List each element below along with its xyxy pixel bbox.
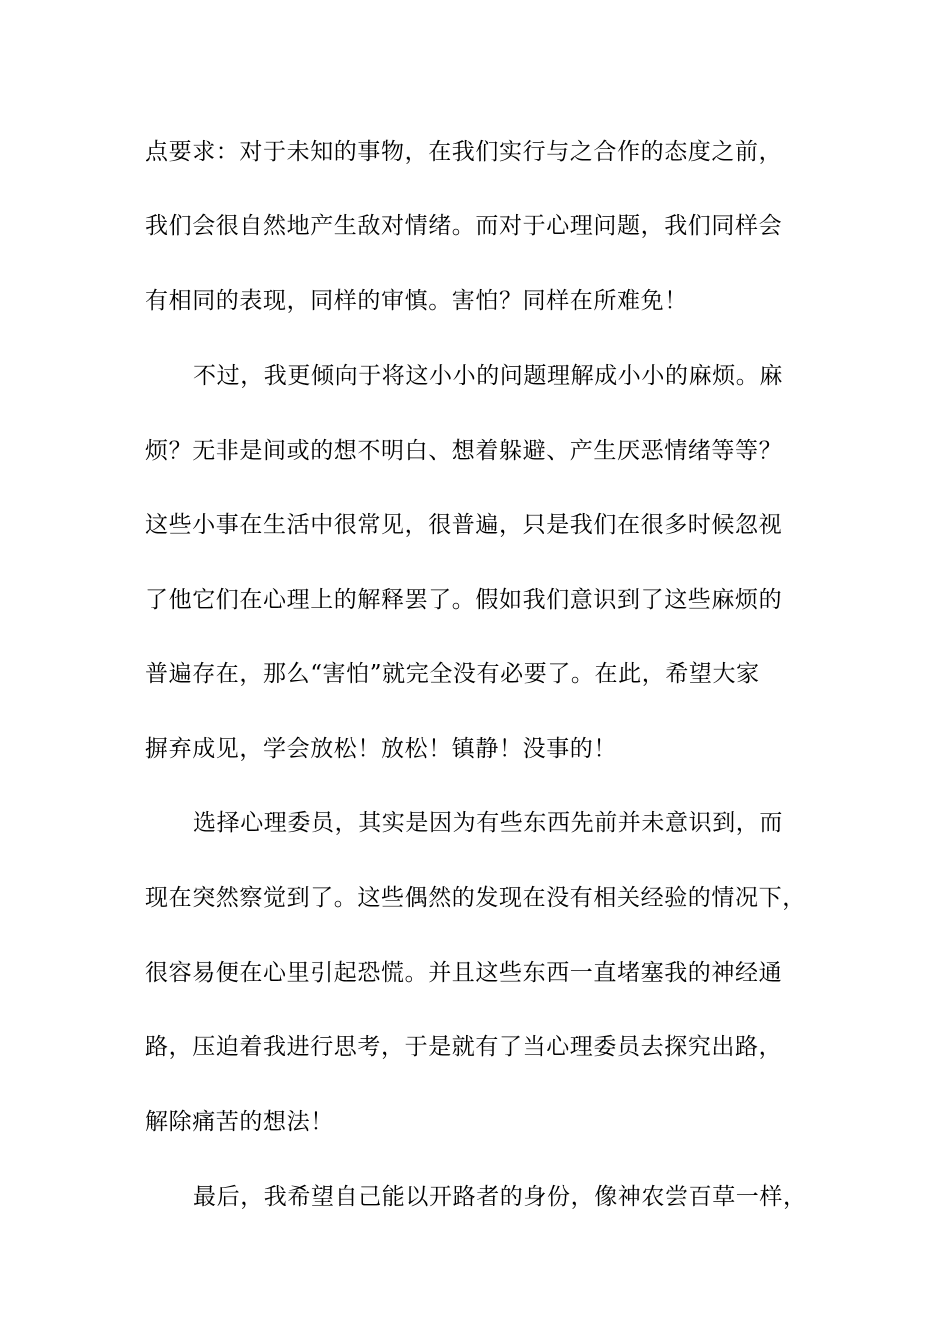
text-line-3: 有相同的表现，同样的审慎。害怕？同样在所难免！ <box>145 288 688 314</box>
text-line-12: 很容易便在心里引起恐慌。并且这些东西一直堵塞我的神经通 <box>145 960 783 986</box>
text-line-11: 现在突然察觉到了。这些偶然的发现在没有相关经验的情况下， <box>145 885 806 911</box>
text-line-6: 这些小事在生活中很常见，很普遍，只是我们在很多时候忽视 <box>145 512 783 538</box>
text-line-9: 摒弃成见，学会放松！放松！镇静！没事的！ <box>145 736 617 762</box>
text-line-2: 我们会很自然地产生敌对情绪。而对于心理问题，我们同样会 <box>145 213 783 239</box>
text-line-8: 普遍存在，那么“害怕”就完全没有必要了。在此，希望大家 <box>145 661 760 687</box>
text-line-14: 解除痛苦的想法！ <box>145 1109 334 1135</box>
text-line-13: 路，压迫着我进行思考，于是就有了当心理委员去探究出路， <box>145 1034 783 1060</box>
text-line-15: 最后，我希望自己能以开路者的身份，像神农尝百草一样， <box>193 1184 807 1210</box>
text-line-5: 烦？无非是间或的想不明白、想着躲避、产生厌恶情绪等等？ <box>145 438 783 464</box>
text-line-1: 点要求：对于未知的事物，在我们实行与之合作的态度之前， <box>145 139 783 165</box>
text-line-10: 选择心理委员，其实是因为有些东西先前并未意识到，而 <box>193 810 783 836</box>
text-line-4: 不过，我更倾向于将这小小的问题理解成小小的麻烦。麻 <box>193 363 783 389</box>
text-line-7: 了他它们在心理上的解释罢了。假如我们意识到了这些麻烦的 <box>145 587 783 613</box>
